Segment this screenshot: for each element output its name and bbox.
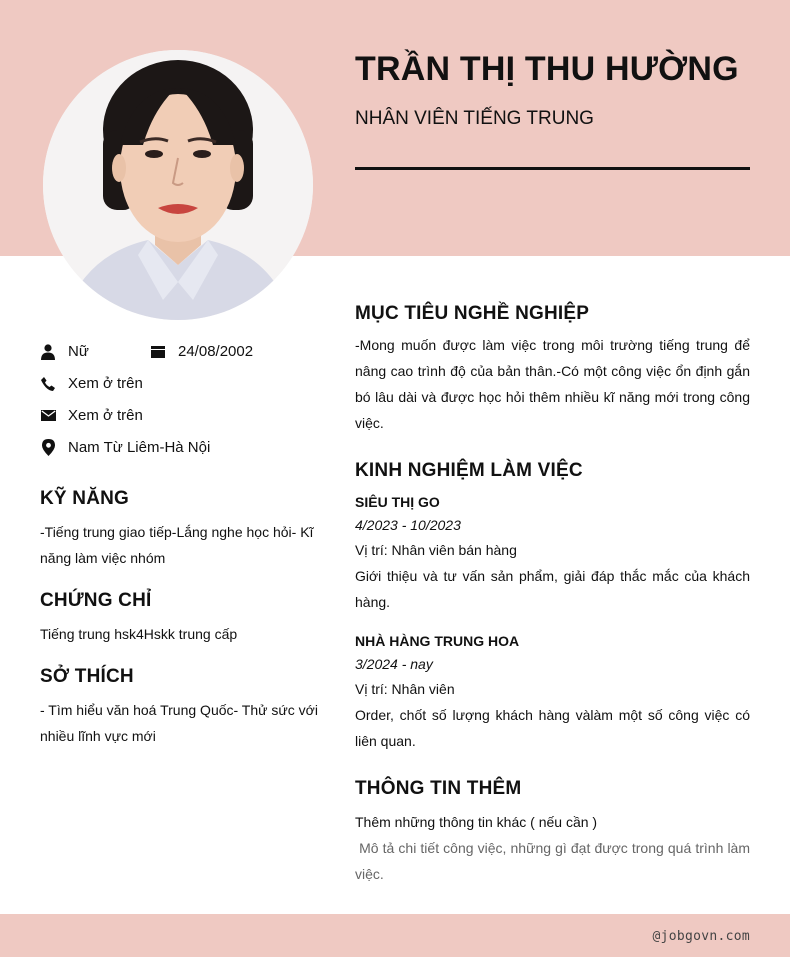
mail-icon [40,408,56,424]
extra-info-heading: THÔNG TIN THÊM [355,778,522,799]
phone-row [40,375,143,392]
job-company: SIÊU THỊ GO [355,494,440,510]
profile-photo [43,50,313,320]
address-row [40,439,210,456]
job-description: Giới thiệu và tư vấn sản phẩm, giải đáp thắc mắc của khách hàng. [355,568,750,610]
user-icon [40,344,56,360]
email-row [40,407,143,424]
job-dates: 3/2024 - nay [355,656,433,672]
objective-text: -Mong muốn được làm việc trong môi trường tiếng trung để nâng cao trình độ của bản thân.-Có một công việc ổn định gắn bó lâu dài và được học hỏi thêm nhiều kĩ năng mới trong công việc. [355,337,750,431]
birthday-value: 24/08/2002 [178,343,254,360]
header-divider [355,167,750,170]
calendar-icon [150,344,166,360]
phone-icon [40,376,56,392]
skills-text: -Tiếng trung giao tiếp-Lắng nghe học hỏi- Kĩ năng làm việc nhóm [40,524,314,566]
extra-info-line: Thêm những thông tin khác ( nếu cần ) [355,814,598,830]
job-role: Vị trí: Nhân viên bán hàng [355,542,517,558]
skills-heading: KỸ NĂNG [40,488,130,509]
hobbies-text: - Tìm hiểu văn hoá Trung Quốc- Thử sức với nhiều lĩnh vực mới [40,702,318,744]
email-value[interactable]: Xem ở trên [68,407,143,424]
certificates-text: Tiếng trung hsk4Hskk trung cấp [40,626,238,642]
address-value: Nam Từ Liêm-Hà Nội [68,439,211,456]
certificates-heading: CHỨNG CHỈ [40,590,152,611]
candidate-name: TRẦN THỊ THU HƯỜNG [355,50,739,88]
birthday-row [150,343,253,360]
job-company: NHÀ HÀNG TRUNG HOA [355,633,520,649]
job-role: Vị trí: Nhân viên [355,681,455,697]
phone-value[interactable]: Xem ở trên [68,375,143,392]
extra-info-description: Mô tả chi tiết công việc, những gì đạt được trong quá trình làm việc. [355,840,754,882]
gender-value: Nữ [68,343,89,360]
job-dates: 4/2023 - 10/2023 [355,517,461,533]
location-pin-icon [40,440,56,456]
job-title: NHÂN VIÊN TIẾNG TRUNG [355,108,594,129]
objective-heading: MỤC TIÊU NGHỀ NGHIỆP [355,303,590,324]
footer-watermark: @jobgovn.com [652,929,750,944]
job-description: Order, chốt số lượng khách hàng vàlàm một số công việc có liên quan. [355,707,750,749]
experience-heading: KINH NGHIỆM LÀM VIỆC [355,460,583,481]
hobbies-heading: SỞ THÍCH [40,666,134,687]
gender-row [40,343,89,360]
